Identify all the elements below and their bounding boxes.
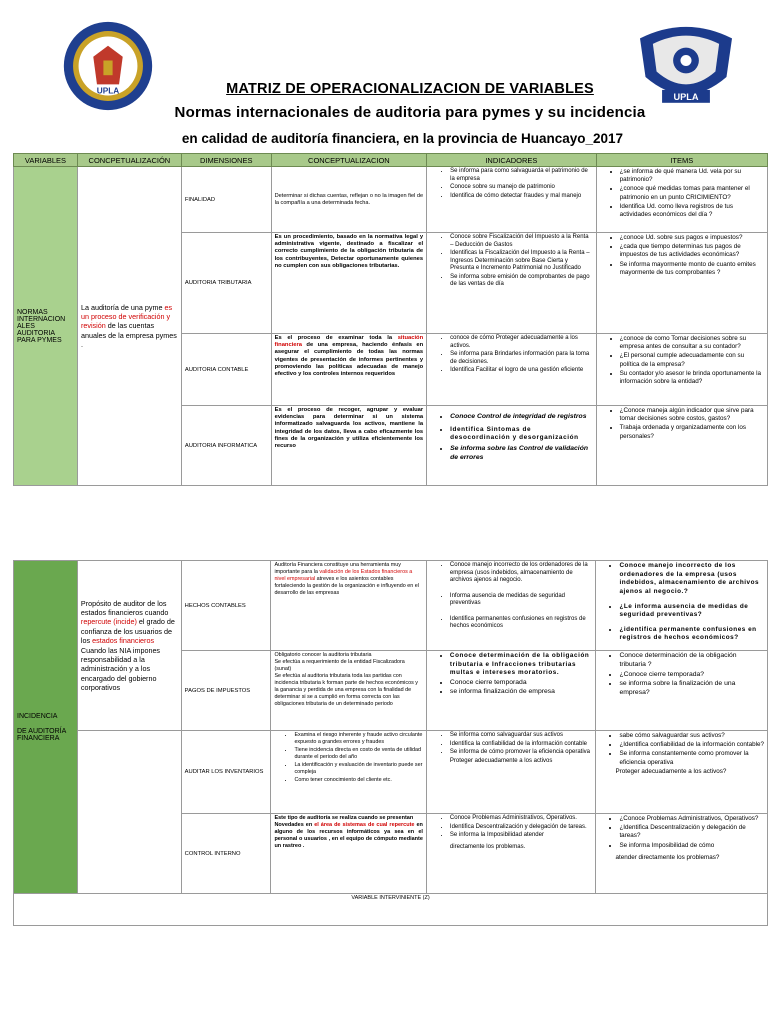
indicator-item: • Identifica Sintomas de desocordinación y desorganización [450,426,592,443]
indicators-cell [427,167,596,233]
indicator-item: • Identifica de cómo detectar fraudes y mal manejo [450,193,592,201]
variable-2-name: INCIDENCIA [17,712,58,720]
column-header-variables: VARIABLES [14,154,78,167]
item-question: • Su contador y/o asesor le brinda oportunamente la información sobre la entidad? [620,370,764,386]
item-question: • Se informa constantemente como promover la eficiencia operativa [619,750,764,766]
dimension-pagos-de-impuestos: PAGOS DE IMPUESTOS [181,651,271,731]
item-extra: Proteger adecuadamente a los activos? [615,767,727,775]
indicator-item: • se informa finalización de empresa [450,688,593,697]
column-header-conceptualizacion: CONCPETUALIZACIÓN [77,154,181,167]
var1-concept-highlight: es un proceso de verificación y revisión [80,302,173,331]
item-question: • ¿Identifica Descentralización y delegación de tareas? [619,824,764,840]
indicator-item: • Identifica la confiabilidad de la información contable [450,741,593,749]
indicators-cell [426,814,596,894]
dimension-concept: Determinar si dichas cuentas, reflejan o no la imagen fiel de la compañía a una determinada fecha. [271,167,427,233]
page-subtitle-2: en calidad de auditoría financiera, en la provincia de Huancayo_2017 [181,131,624,146]
item-question: • ¿El personal cumple adecuadamente con su política de la empresa? [620,352,764,368]
concept-highlight: el área de sistemas de cual repercute [314,821,415,828]
indicator-extra: Proteger adecuadamente a los activos [449,757,553,764]
concept-text-3: en alguno de los recursos informáticos ya sea en el personal o usuarios , en el equipo de cómputo mediante un rastreo . [274,821,423,849]
upla-shield-right-logo [628,20,744,112]
items-cell [596,731,768,814]
var2-concept-text-2: el grado de confianza de los usuarios de los [80,617,175,646]
item-question: • ¿Conoce Problemas Administrativos, Operativos? [619,815,764,823]
variable-1-concept [77,167,181,486]
items-cell [596,334,767,406]
concept-text: Este tipo de auditoría se realiza cuando se presentan [274,815,414,821]
item-question: • ¿Conoce maneja algún indicador que sirve para tomar decisiones sobre costos, gastos? [620,407,764,423]
indicator-item: • Se informa como salvaguardar sus activos [450,732,593,740]
dimension-concept [271,731,426,814]
concept-text-2: Novedades en [274,821,315,828]
indicator-item: • Se informa la Imposibilidad atender [450,832,593,840]
variable-2-concept-empty [77,731,181,894]
dimension-auditoria-contable: AUDITORIA CONTABLE [181,334,271,406]
variables-matrix-table-2 [13,560,768,926]
intervening-variable-row: VARIABLE INTERVINIENTE (Z) [14,894,768,926]
items-cell [596,233,767,334]
indicator-item: • Informa ausencia de medidas de seguridad preventivas [450,593,593,608]
item-question: • ¿Le informa ausencia de medidas de seguridad preventivas? [619,603,764,620]
indicator-item: • Identificas la Fiscalización del Impuesto a la Renta – Ingresos Determinación sobre Base Cierta y Presunta e Incremento Patrimonial no Justificado [450,250,592,273]
dimension-concept [271,651,426,731]
table-row [14,894,768,926]
var2-concept-text: Propósito de auditor de los estados financieros cuando [80,598,169,618]
dimension-auditoria-tributaria: AUDITORIA TRIBUTARIA [181,233,271,334]
indicators-cell [426,731,596,814]
variable-1-name: NORMAS INTERNACIONALES AUDITORIA PARA PYMES [17,308,66,344]
variable-2-name-2: DE AUDITORÍA FINANCIERA [17,727,66,742]
indicator-item: • Conoce manejo incorrecto de los ordenadores de la empresa (usos indebidos, almacenamiento de archivos ajenos al negocio. [450,562,593,585]
item-question: • ¿conoce Ud. sobre sus pagos e impuestos? [620,234,764,242]
indicators-cell [427,334,596,406]
column-header-dimensiones: DIMENSIONES [181,154,271,167]
indicator-item: • Identifica Descentralización y delegación de tareas. [450,824,593,832]
dimension-hechos-contables: HECHOS CONTABLES [181,561,271,651]
indicator-item: • Se informa sobre emisión de comprobantes de pago de las ventas de día [450,274,592,289]
concept-bullet: • Examina el riesgo inherente y fraude activo circulante expuesto a grandes errores y fraudes [294,732,422,746]
items-cell [596,406,767,486]
dimension-concept [271,814,426,894]
indicators-cell [427,233,596,334]
page-title: MATRIZ DE OPERACIONALIZACION DE VARIABLES [226,81,594,97]
item-question: • ¿Conoce cierre temporada? [619,671,764,680]
page-subtitle: Normas internacionales de auditoria para pymes y su incidencia [174,104,646,121]
concept-bullet: • Como tener conocimiento del cliente etc. [294,777,422,784]
item-question: • Trabaja ordenada y organizadamente con los personales? [620,424,764,440]
variable-2-concept [77,561,181,731]
indicators-cell [426,561,596,651]
indicator-item: • Conoce cierre temporada [450,679,593,688]
variable-1-cell [14,167,78,486]
concept-text-2: de una empresa, haciendo énfasis en asegurar el cumplimiento de todas las normas vigentes de presentación de informes pertinentes y promoviendo las políticas adecuadas de manejo efectivo y los controles internos requeridos [274,342,424,378]
concept-line: Se efectúa a requerimiento de la entidad Fiscalizadora (sunat) [274,659,405,673]
dimension-auditar-inventarios: AUDITAR LOS INVENTARIOS [181,731,271,814]
table-header-row [14,154,768,167]
dimension-concept: Es el proceso de recoger, agrupar y evaluar evidencias para determinar si un sistema informatizado salvaguarda los activos, mantiene la integridad de los datos, lleva a cabo eficazmente los fines de la organización y utiliza eficientemente los recurso [271,406,427,486]
table-row [14,561,768,651]
item-question: • ¿Identifica confiabilidad de la información contable? [619,741,764,749]
var1-concept-text-2: de las cuentas anuales de la empresa pymes . [80,321,177,350]
variable-2-cell [14,561,78,894]
column-header-conceptualizacion-2: CONCEPTUALIZACION [271,154,427,167]
dimension-control-interno: CONTROL INTERNO [181,814,271,894]
indicator-extra: directamente los problemas. [449,843,526,850]
concept-line: Se efectúa al auditoria tributaria toda las partidas con incidencia tributaria k forman parte de hechos económicos y la ganancia y perdida de una empresa con la finalidad de determinar si se a cumplió en forma correcta con las obligaciones tributaria de un determinado periodo [274,673,418,708]
upla-seal-left-logo [62,20,154,112]
item-question: • Se informa mayormente monto de cuanto emites mayormente de tus comprobantes ? [620,261,764,277]
concept-text: Auditoría Financiera constituye una herramienta muy importante para la [274,562,401,576]
var2-concept-highlight: repercute (incide) [80,617,137,627]
indicator-item: • Conoce determinación de la obligación tributaria e Infracciones tributarias multas e intereses moratorios. [450,652,593,678]
variables-matrix-table-1 [13,153,768,486]
indicator-item: • Identifica permanentes confusiones en registros de hechos económicos [450,616,593,631]
dimension-concept: Es un procedimiento, basado en la normativa legal y administrativa vigente, destinado a fiscalizar el correcto cumplimiento de la obligación tributaria de los contribuyentes, Detectar oportunamente quienes no cumplen con sus obligaciones tributarias. [271,233,427,334]
indicator-item: • conoce de cómo Proteger adecuadamente a los activos. [450,335,592,350]
concept-text-2: atreves e los asientos contables [315,576,394,583]
var2-concept-highlight-2: estados financieros [92,636,155,646]
indicator-item: • Se informa sobre las Control de validación de errores [450,445,592,463]
indicator-item: • Se informa para Brindarles información para la toma de decisiones. [450,351,592,366]
indicator-item: • Se informa para como salvaguarda el patrimonio de la empresa [450,168,592,183]
item-extra: atender directamente los problemas? [615,853,720,861]
var2-concept-text-3: Cuando las NIA impones responsabilidad a la administración y a los encargado del gobierno corporativos [80,645,161,692]
var1-concept-text: La auditoría de una pyme [80,302,165,312]
indicator-item: • Identifica Facilitar el logro de una gestión eficiente [450,367,592,375]
indicator-item: • Conoce Control de integridad de registros [450,413,592,422]
column-header-indicadores: INDICADORES [427,154,596,167]
dimension-concept [271,334,427,406]
item-question: • Conoce determinación de la obligación tributaria ? [619,652,764,670]
item-question: • ¿se informa de qué manera Ud. vela por su patrimonio? [620,168,764,184]
items-cell [596,167,767,233]
indicator-item: • Conoce sobre su manejo de patrimonio [450,184,592,192]
items-cell [596,561,768,651]
dimension-finalidad: FINALIDAD [181,167,271,233]
item-question: • Se informa Imposibilidad de cómo [619,842,764,850]
indicator-item: • Se informa de cómo promover la eficiencia operativa [450,749,593,757]
upla-left-logo-text: UPLA [96,86,120,96]
item-question: • ¿cada que tiempo determinas tus pagos de impuestos de tus actividades económicas? [620,243,764,259]
table-row [14,167,768,233]
concept-highlight: validación de los Estados financieros a nivel empresarial [274,569,413,583]
concept-bullet: • La identificación y evaluación de inventario puede ser compleja [294,762,422,776]
indicators-cell [426,651,596,731]
dimension-concept [271,561,426,651]
indicator-item: • Conoce sobre Fiscalización del Impuesto a la Renta – Deducción de Gastos [450,234,592,249]
concept-line: Obligatorio conocer la auditoria tributaria [274,652,372,658]
concept-text-3: fortaleciendo la gestión de la organización e influyendo en el desarrollo de las empresas [274,583,419,597]
indicators-cell [427,406,596,486]
concept-text: Es el proceso de examinar toda la [274,335,398,341]
concept-highlight: situación financiera [274,335,424,349]
table-row [14,731,768,814]
concept-bullet: • Tiene incidencia directa en costo de venta de utilidad durante el periodo del año [294,747,422,761]
upla-right-logo-text: UPLA [673,92,699,103]
item-question: • se informa sobre la finalización de una empresa? [619,680,764,698]
items-cell [596,814,768,894]
item-question: • Conoce manejo incorrecto de los ordenadores de la empresa (usos indebidos, almacenamiento de archivos ajenos al negocio.? [619,562,764,597]
indicator-item: • Conoce Problemas Administrativos, Operativos. [450,815,593,823]
column-header-items: ITEMS [596,154,767,167]
item-question: • ¿conoce de como Tomar decisiones sobre su empresa antes de consultar a su contador? [620,335,764,351]
item-question: • Identifica Ud. como lleva registros de tus actividades económicos del día ? [620,203,764,219]
dimension-auditoria-informatica: AUDITORIA INFORMATICA [181,406,271,486]
item-question: • ¿conoce qué medidas tomas para mantener el patrimonio en un punto CRICIMIENTO? [620,185,764,201]
items-cell [596,651,768,731]
item-question: • sabe cómo salvaguardar sus activos? [619,732,764,740]
item-question: • ¿identifica permanente confusiones en registros de hechos económicos? [619,626,764,643]
